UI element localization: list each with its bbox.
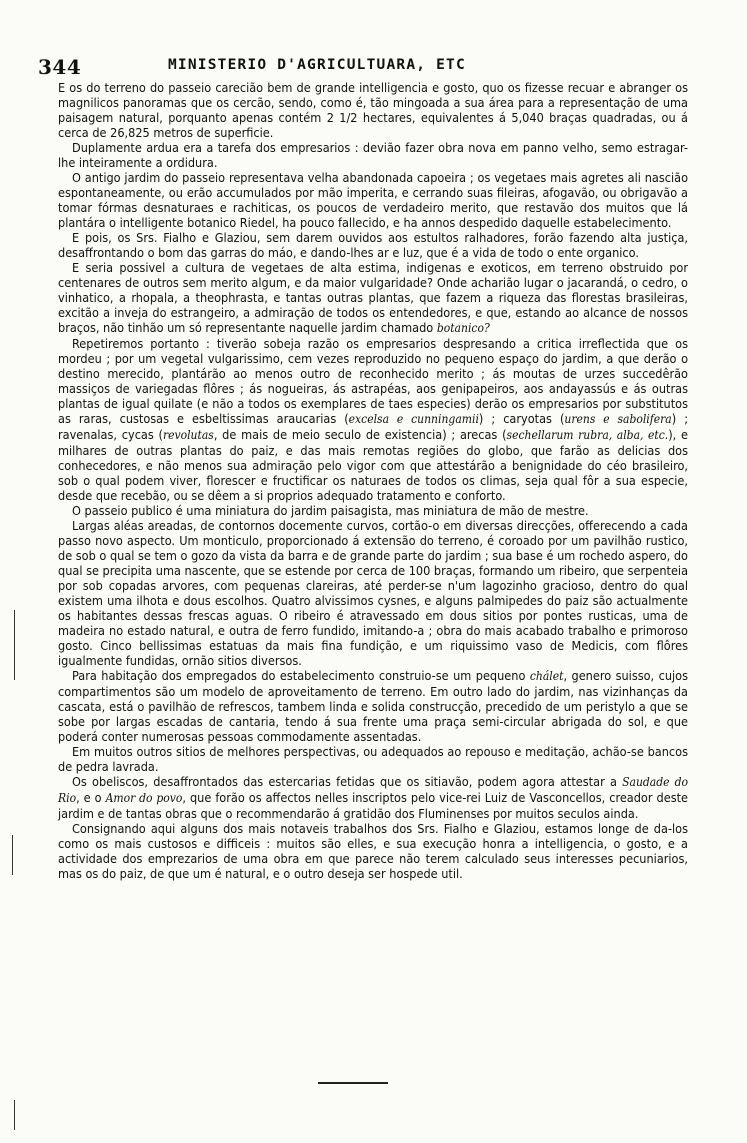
italic-text: botanico? [436,321,490,335]
paragraph-text: Consignando aqui alguns dos mais notaveis trabalhos dos Srs. Fialho e Glaziou, estamos longe de da-los como os mais custosos e difficeis : muitos são elles, e sua execução honra a intelligencia, o gosto, e a actividade dos emprezarios de uma obra em que parece não terem calculado seus interesses pecuniarios, mas os do paiz, de que um é natural, e o outro deseja ser hospede util. [58,821,688,881]
paragraph-text: Largas aléas areadas, de contornos docemente curvos, cortão-o em diversas direcções, offerecendo a cada passo novo aspecto. Um monticulo, proporcionado á extensão do terreno, é coroado por um pavilhão rustico, de sob o qual se tem o gozo da vista da barra e de grande parte do jardim ; sua base é um rochedo aspero, do qual se precipita uma nascente, que se estende por cerca de 100 braças, formando um ribeiro, que serpenteia por sob copadas arvores, com pequenas clareiras, até perder-se n'um lagozinho gracioso, dentro do qual existem uma ilhota e dous escolhos. Quatro alvissimos cysnes, e alguns palmipedes do paiz são actualmente os habitantes dessas frescas aguas. O ribeiro é atravessado em dous sitios por pontes rusticas, uma de madeira no estado natural, e outra de ferro fundido, imitando-a ; obra do mais acabado trabalho e primoroso gosto. Cinco bellissimas estatuas da mais fina fundição, e um riquissimo vaso de Medicis, com flôres igualmente fundidas, ornão sitios diversos. [58,518,689,668]
paragraph [58,821,688,881]
italic-text: revolutas [162,428,214,442]
running-title: MINISTERIO D'AGRICULTUARA, ETC [168,57,466,73]
paragraph [58,170,688,230]
paragraph-text: ) ; ravenalas, cycas ( [58,411,689,442]
paragraph-text: Em muitos outros sitios de melhores perspectivas, ou adequados ao repouso e meditação, achão-se bancos de pedra lavrada. [58,744,688,774]
paragraph [58,518,688,668]
page-header [38,55,708,79]
paragraph [58,668,688,744]
paragraph-text: ), e milhares de outras plantas do paiz, e das mais remotas regiões do globo, que farão as delicias dos conhecedores, e não menos sua admiração pelo vigor com que attestárão a benignidade do céo brasileiro, sob o qual podem viver, florescer e fructificar os naturaes de todos os climas, seja qual fôr a sua especie, desde que recebão, ou se dêem a si proprios adequado tratamento e conforto. [58,427,688,503]
paragraph-text: Para habitação dos empregados do estabelecimento construio-se um pequeno [72,668,530,683]
paragraph-text: Duplamente ardua era a tarefa dos empresarios : devião fazer obra nova em panno velho, semo estragar-lhe inteiramente a ordidura. [58,140,688,170]
page-number: 344 [38,55,82,79]
paragraph [58,140,688,170]
paragraph [58,260,688,336]
italic-text: sechellarum rubra, alba, etc. [506,428,669,442]
paragraph [58,336,688,503]
italic-text: Saudade do Rio [58,775,688,805]
paragraph-text: O passeio publico é uma miniatura do jardim paisagista, mas miniatura de mão de mestre. [72,503,589,518]
paragraph-text: E seria possivel a cultura de vegetaes de alta estima, indigenas e exoticos, em terreno obstruido por centenares de outros sem merito algum, e da maior vulgaridade? Onde acharião lugar o jacarandá, o cedro, o vinhatico, a rhopala, a theophrasta, e tantas outras plantas, que fazem a riqueza das florestas brasileiras, excitão a inveja do estrangeiro, a admiração de todos os entendedores, e que, estando ao alcance de nossos braços, não tinhão um só representante naquelle jardim chamado [58,260,688,335]
end-rule [318,1082,388,1084]
italic-text: chálet [529,669,564,683]
paragraph-text: Repetiremos portanto : tiverão sobeja razão os empresarios despresando a critica irreflectida que os mordeu ; por um vegetal vulgarissimo, cem vezes reproduzido no pequeno espaço do jardim, a que derão o destino merecido, plantárão ao menos outro de reconhecido merito ; ás moutas de urzes succedêrão massiços de variegadas flôres ; ás nogueiras, ás astrapéas, aos genipapeiros, aos andayassús e ás outras plantas de igual quilate (e não a todos os exemplares de taes especies) derão os empresarios por substitutos as raras, custosas e esbeltissimas araucarias ( [58,336,688,426]
margin-annotation [14,610,15,680]
paragraph-text: E os do terreno do passeio carecião bem de grande intelligencia e gosto, quo os fizesse recuar e abranger os magnilicos panoramas que os cercão, sendo, como é, tão mingoada a sua área para a representação de uma paisagem natural, porquanto apenas contém 2 1/2 hectares, equivalentes á 5,040 braças quadradas, ou á cerca de 26,825 metros de superficie. [58,80,688,140]
body-text [58,80,688,881]
paragraph [58,230,688,260]
paragraph [58,774,688,821]
paragraph-text: O antigo jardim do passeio representava velha abandonada capoeira ; os vegetaes mais agretes ali nascião espontaneamente, ou erão accumulados por mão imperita, e cerrando suas fileiras, afogavão, ou obrigavão a tomar fórmas desnaturaes e rachiticas, os poucos de verdadeiro merito, que restavão dos muitos que lá plantára o intelligente botanico Riedel, ha pouco fallecido, e ha annos despedido daquelle estabelecimento. [58,170,688,230]
margin-annotation [12,835,13,875]
margin-annotation [14,1100,15,1130]
italic-text: Amor do povo [105,791,183,805]
paragraph-text: Os obeliscos, desaffrontados das estercarias fetidas que os sitiavão, podem agora attestar a [72,774,623,789]
paragraph-text: E pois, os Srs. Fialho e Glaziou, sem darem ouvidos aos estultos ralhadores, forão fazendo alta justiça, desaffrontando o bom das garras do máo, e dando-lhes ar e luz, que é a vida de todo o ente organico. [58,230,688,260]
italic-text: excelsa e cunningamii [348,412,479,426]
paragraph-text: , que forão os affectos nelles inscriptos pelo vice-rei Luiz de Vasconcellos, creador deste jardim e de tantas obras que o recommendarão á gratidão dos Fluminenses por muitos seculos ainda. [58,790,689,821]
italic-text: urens e sabolifera [564,412,672,426]
paragraph [58,503,688,518]
paragraph [58,80,688,140]
paragraph-text: ) ; caryotas ( [478,411,565,426]
paragraph-text: , e o [76,790,106,805]
paragraph-text: , genero suisso, cujos compartimentos são um modelo de aproveitamento de terreno. Em outro lado do jardim, nas vizinhanças da cascata, está o pavilhão de refrescos, tambem linda e solida construcção, precedido de um peristylo a que se sobe por largas escadas de cantaria, tendo á sua frente uma praça semi-circular abrigada do sol, e que poderá conter numerosas pessoas commodamente assentadas. [58,668,688,744]
paragraph-text: , de mais de meio seculo de existencia) ; arecas ( [213,427,507,442]
paragraph [58,744,688,774]
